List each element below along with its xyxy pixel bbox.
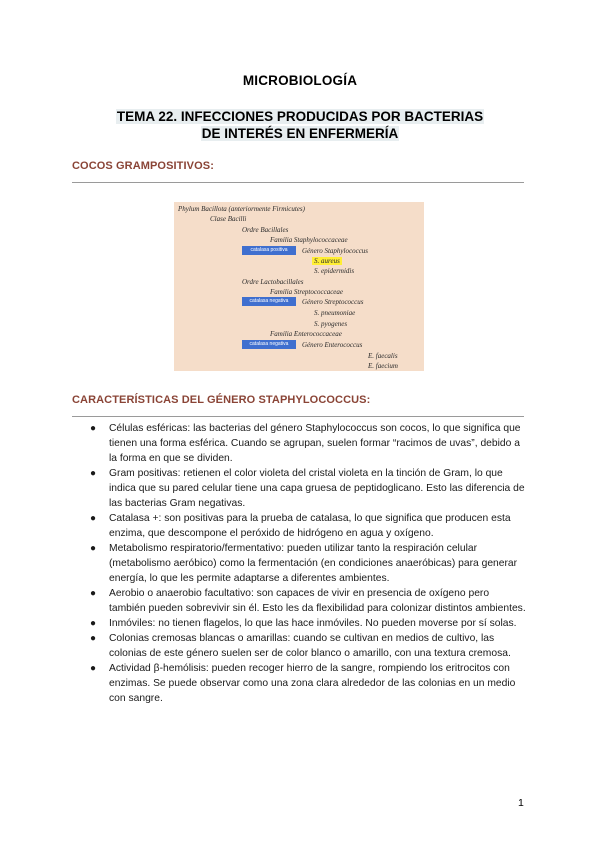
taxonomy-species-e-faecium: E. faecium: [368, 362, 398, 370]
page-title: MICROBIOLOGÍA: [242, 73, 358, 88]
taxonomy-species-s-aureus: S. aureus: [314, 257, 340, 265]
taxonomy-order-bacillales: Ordre Bacillales: [242, 226, 289, 234]
list-item-text: Metabolismo respiratorio/fermentativo: pueden utilizar tanto la respiración celular (metabolismo aeróbico) como la fermentación (en condiciones anaeróbicas) para generar energía, lo que les permite adaptarse a diferentes ambientes.: [109, 543, 518, 584]
topic-title: [100, 108, 500, 142]
bullet-icon: ●: [90, 468, 97, 479]
list-item-text: Gram positivas: retienen el color violeta del cristal violeta en la tinción de Gram, lo que indica que su pared celular tiene una capa gruesa de peptidoglicano. Esto las diferencia de las bacterias Gram negativas.: [109, 468, 525, 509]
taxonomy-genus-enterococcus: Género Enterococcus: [302, 341, 363, 349]
list-item-text: Aerobio o anaerobio facultativo: son capaces de vivir en presencia de oxígeno pero también pueden sobrevivir sin él. Esto les da flexibilidad para colonizar distintos ambientes.: [109, 588, 526, 614]
taxonomy-order-lactobacillales: Ordre Lactobacillales: [242, 278, 304, 286]
section-divider: [72, 416, 524, 417]
list-item-text: Colonias cremosas blancas o amarillas: cuando se cultivan en medios de cultivo, las colonias de este género suelen ser de color blanco o amarillo, con una textura cremosa.: [109, 633, 511, 659]
list-item: [90, 466, 528, 511]
topic-title-line-2: DE INTERÉS EN ENFERMERÍA: [201, 126, 399, 141]
taxonomy-family-enterococcaceae: Familia Enterococcaceae: [270, 330, 342, 338]
list-item: [90, 541, 528, 586]
taxonomy-species-s-pyogenes: S. pyogenes: [314, 320, 348, 328]
list-item: [90, 511, 528, 541]
taxonomy-family-streptococcaceae: Familia Streptococcaceae: [270, 288, 344, 296]
taxonomy-species-s-pneumoniae: S. pneumoniae: [314, 309, 356, 317]
list-item: [90, 616, 528, 631]
taxonomy-genus-staphylococcus: Género Staphylococcus: [302, 247, 369, 255]
catalasa-negativa-badge: catalasa negativa: [242, 340, 296, 349]
taxonomy-species-e-faecalis: E. faecalis: [368, 352, 398, 360]
catalasa-positiva-badge: catalasa positiva: [242, 246, 296, 255]
list-item-text: Actividad β-hemólisis: pueden recoger hierro de la sangre, rompiendo los eritrocitos con enzimas. Se puede observar como una zona clara alrededor de las colonias en un medio con sangre.: [109, 663, 516, 704]
taxonomy-class: Clase Bacilli: [210, 215, 247, 223]
characteristics-list: [90, 421, 528, 706]
list-item: [90, 421, 528, 466]
list-item-text: Catalasa +: son positivas para la prueba de catalasa, lo que significa que producen esta enzima, que descompone el peróxido de hidrógeno en agua y oxígeno.: [109, 513, 511, 539]
section-heading-cocos: COCOS GRAMPOSITIVOS:: [72, 160, 214, 172]
taxonomy-figure: [174, 202, 424, 371]
list-item: [90, 631, 528, 661]
section-divider: [72, 182, 524, 183]
catalasa-negativa-badge: catalasa negativa: [242, 297, 296, 306]
bullet-icon: ●: [90, 633, 97, 644]
taxonomy-species-s-epidermidis: S. epidermidis: [314, 267, 355, 275]
bullet-icon: ●: [90, 423, 97, 434]
bullet-icon: ●: [90, 543, 97, 554]
taxonomy-family-staphylococcaceae: Familia Staphylococcaceae: [270, 236, 348, 244]
bullet-icon: ●: [90, 663, 97, 674]
list-item: [90, 661, 528, 706]
list-item-text: Células esféricas: las bacterias del género Staphylococcus son cocos, lo que significa que tienen una forma esférica. Cuando se agrupan, suelen formar “racimos de uvas”, debido a la forma en que se dividen.: [109, 423, 521, 464]
list-item: [90, 586, 528, 616]
taxonomy-genus-streptococcus: Género Streptococcus: [302, 298, 364, 306]
taxonomy-phylum: Phylum Bacillota (anteriormente Firmicutes): [178, 205, 305, 213]
section-heading-caracteristicas: CARACTERÍSTICAS DEL GÉNERO STAPHYLOCOCCUS:: [72, 394, 371, 406]
page-number: 1: [518, 797, 524, 809]
bullet-icon: ●: [90, 618, 97, 629]
bullet-icon: ●: [90, 588, 97, 599]
topic-title-line-1: TEMA 22. INFECCIONES PRODUCIDAS POR BACTERIAS: [116, 109, 484, 124]
list-item-text: Inmóviles: no tienen flagelos, lo que las hace inmóviles. No pueden moverse por sí solas.: [109, 618, 517, 629]
bullet-icon: ●: [90, 513, 97, 524]
